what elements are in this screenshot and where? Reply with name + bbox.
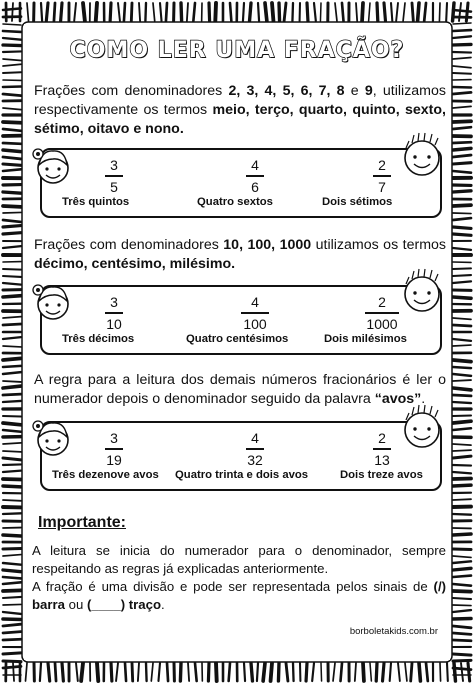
- fraction-bar: [373, 448, 391, 450]
- important-heading: Importante:: [38, 514, 126, 531]
- text-fragment: utilizamos os termos: [311, 237, 447, 253]
- text-fragment: Frações com denominadores: [34, 237, 224, 253]
- text-fragment: A regra para a leitura dos demais números fracionários é ler o numerador depois o denominador seguido da palavra: [34, 372, 446, 407]
- text-fragment-bold: meio, terço, quarto, quinto, sexto, sétimo, oitavo e nono.: [34, 102, 446, 137]
- numerator: 4: [251, 430, 259, 446]
- denominator: 1000: [366, 315, 398, 332]
- numerator: 2: [378, 157, 386, 173]
- denominator: 7: [378, 178, 386, 195]
- section2-text: [34, 236, 446, 274]
- text-fragment: .: [161, 597, 165, 612]
- text-fragment: ou: [65, 597, 87, 612]
- denominator: 19: [106, 451, 122, 468]
- fraction-label: Três quintos: [62, 196, 130, 208]
- fraction-label: Três décimos: [62, 333, 135, 345]
- boy-face-icon: [394, 262, 448, 320]
- text-fragment-bold: 10, 100, 1000: [223, 237, 312, 253]
- fraction-bar: [241, 312, 269, 314]
- fraction-label: Dois milésimos: [324, 333, 407, 345]
- fraction-example: [84, 293, 144, 333]
- numerator: 2: [378, 294, 386, 310]
- fraction-bar: [105, 448, 123, 450]
- girl-face-icon: [30, 410, 76, 464]
- examples-box-2: [40, 285, 442, 355]
- important-note-2: [32, 578, 446, 614]
- fraction-label: Três dezenove avos: [52, 469, 159, 481]
- text-fragment-bold: décimo, centésimo, milésimo.: [34, 256, 236, 272]
- denominator: 6: [251, 178, 259, 195]
- fraction-bar: [373, 175, 391, 177]
- fraction-bar: [105, 175, 123, 177]
- section1-text: [34, 82, 446, 139]
- fraction-example: [225, 293, 285, 333]
- fraction-bar: [246, 448, 264, 450]
- fraction-label: Quatro trinta e dois avos: [175, 469, 309, 481]
- fraction-example: [225, 429, 285, 469]
- important-note-1: A leitura se inicia do numerador para o denominador, sempre respeitando as regras já explicadas anteriormente.: [32, 543, 446, 576]
- text-fragment-bold: 2, 3, 4, 5, 6, 7, 8: [228, 83, 345, 99]
- fraction-label: Quatro sextos: [197, 196, 273, 208]
- denominator: 10: [106, 315, 122, 332]
- text-fragment: , utilizamos respectivamente os termos: [34, 83, 446, 118]
- fraction-label: Dois treze avos: [340, 469, 423, 481]
- boy-face-icon: [394, 398, 448, 456]
- numerator: 4: [251, 157, 259, 173]
- fraction-label: Quatro centésimos: [186, 333, 289, 345]
- fraction-example: [84, 156, 144, 196]
- numerator: 3: [110, 294, 118, 310]
- text-fragment-bold: “avos”: [374, 391, 422, 407]
- page-title: COMO LER UMA FRAÇÃO?: [69, 38, 405, 63]
- text-fragment: e: [344, 83, 365, 99]
- numerator: 3: [110, 157, 118, 173]
- fraction-bar: [105, 312, 123, 314]
- text-fragment-bold: (/) barra: [32, 579, 446, 612]
- numerator: 2: [378, 430, 386, 446]
- text-fragment: Frações com denominadores: [34, 83, 229, 99]
- fraction-example: [225, 156, 285, 196]
- boy-face-icon: [394, 126, 448, 184]
- denominator: 100: [243, 315, 267, 332]
- denominator: 32: [247, 451, 263, 468]
- text-fragment-bold: 9: [364, 83, 373, 99]
- numerator: 4: [251, 294, 259, 310]
- denominator: 5: [110, 178, 118, 195]
- website-credit: borboletakids.com.br: [349, 626, 438, 637]
- examples-box-3: [40, 421, 442, 491]
- fraction-label: Dois sétimos: [322, 196, 393, 208]
- section3-text: [34, 371, 446, 409]
- text-fragment: .: [421, 391, 426, 407]
- fraction-example: [84, 429, 144, 469]
- text-fragment-bold: (____) traço: [87, 597, 162, 612]
- girl-face-icon: [30, 138, 76, 192]
- examples-box-1: [40, 148, 442, 218]
- girl-face-icon: [30, 274, 76, 328]
- text-fragment: A fração é uma divisão e pode ser representada pelos sinais de: [32, 579, 434, 594]
- worksheet-page: [24, 24, 450, 660]
- fraction-bar: [246, 175, 264, 177]
- denominator: 13: [374, 451, 390, 468]
- numerator: 3: [110, 430, 118, 446]
